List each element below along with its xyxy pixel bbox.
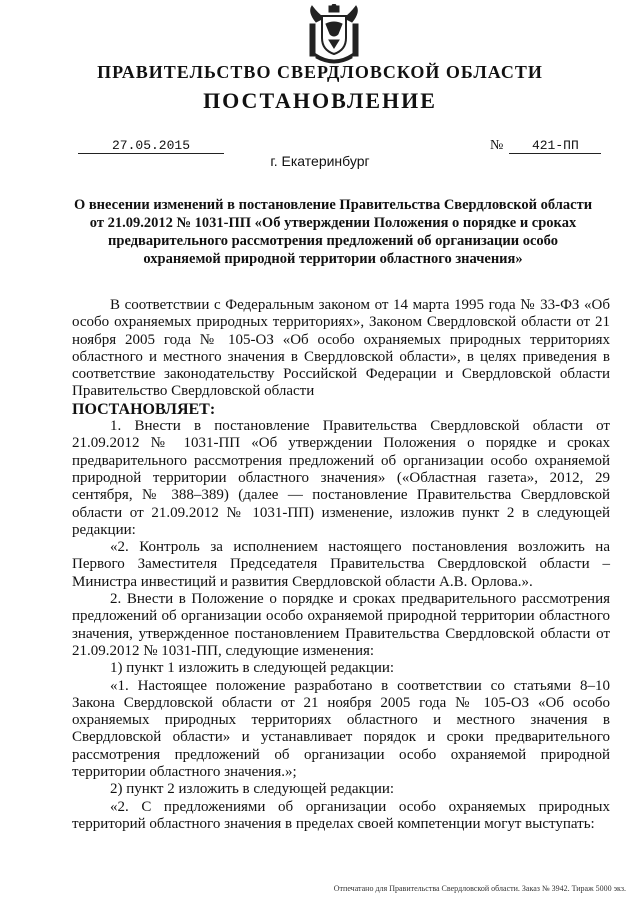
print-footer: Отпечатано для Правительства Свердловской области. Заказ № 3942. Тираж 5000 экз. <box>333 884 626 893</box>
coat-of-arms-icon <box>302 4 366 66</box>
document-number <box>490 138 601 154</box>
body-paragraph: 2. Внести в Положение о порядке и сроках предварительного рассмотрения предложений об организации особо охраняемой природной территории областного значения, утвержденное постановлением Правительства Свердловской области от 21.09.2012 № 1031-ПП, следующие изменения: <box>72 591 610 659</box>
body-paragraph: «2. С предложениями об организации особо охраняемых природных территорий областного значения в пределах своей компетенции могут выступать: <box>72 798 610 832</box>
resolves-heading: ПОСТАНОВЛЯЕТ: <box>72 400 216 418</box>
number-value: 421-ПП <box>509 138 601 154</box>
body-paragraph: 2) пункт 2 изложить в следующей редакции: <box>110 781 395 798</box>
city: г. Екатеринбург <box>270 153 370 169</box>
body-paragraph: «1. Настоящее положение разработано в соответствии со статьями 8–10 Закона Свердловской области от 21 ноября 2005 года № 105-ОЗ «Об особо охраняемых природных территориях областного и местного значения в Свердловской области» и устанавливает порядок и сроки предварительного рассмотрения предложений об организации особо охраняемой природной территории областного значения.»; <box>72 677 610 781</box>
preamble-paragraph: В соответствии с Федеральным законом от 14 марта 1995 года № 33-ФЗ «Об особо охраняемых природных территориях», Законом Свердловской области от 21 ноября 2005 года № 105-ОЗ «Об особо охраняемых природных территориях областного и местного значения в Свердловской области», в целях приведения в соответствие законодательству Российской Федерации и Свердловской области Правительство Свердловской области <box>72 297 610 400</box>
government-name: ПРАВИТЕЛЬСТВО СВЕРДЛОВСКОЙ ОБЛАСТИ <box>97 62 543 82</box>
body-paragraph: 1. Внести в постановление Правительства Свердловской области от 21.09.2012 № 1031-ПП «Об утверждении Положения о порядке и сроках предварительного рассмотрения предложений об организации особо охраняемой природной территории областного значения» («Областная газета», 2012, 29 сентября, № 388–389) (далее — постановление Правительства Свердловской области от 21.09.2012 № 1031-ПП) изменение, изложив пункт 2 в следующей редакции: <box>72 418 610 538</box>
document-title: О внесении изменений в постановление Правительства Свердловской области от 21.09.2012 № 1031-ПП «Об утверждении Положения о порядке и сроках предварительного рассмотрения предложений об организации особо охраняемой природной территории областного значения» <box>73 197 593 267</box>
document-date: 27.05.2015 <box>78 138 224 154</box>
body-paragraph: «2. Контроль за исполнением настоящего постановления возложить на Первого Заместителя Председателя Правительства Свердловской области – Министра инвестиций и развития Свердловской области А.В. Орлова.». <box>72 539 610 590</box>
body-paragraph: 1) пункт 1 изложить в следующей редакции: <box>110 660 395 677</box>
document-type: ПОСТАНОВЛЕНИЕ <box>203 88 437 113</box>
number-prefix: № <box>490 138 504 153</box>
document-body <box>72 297 610 833</box>
